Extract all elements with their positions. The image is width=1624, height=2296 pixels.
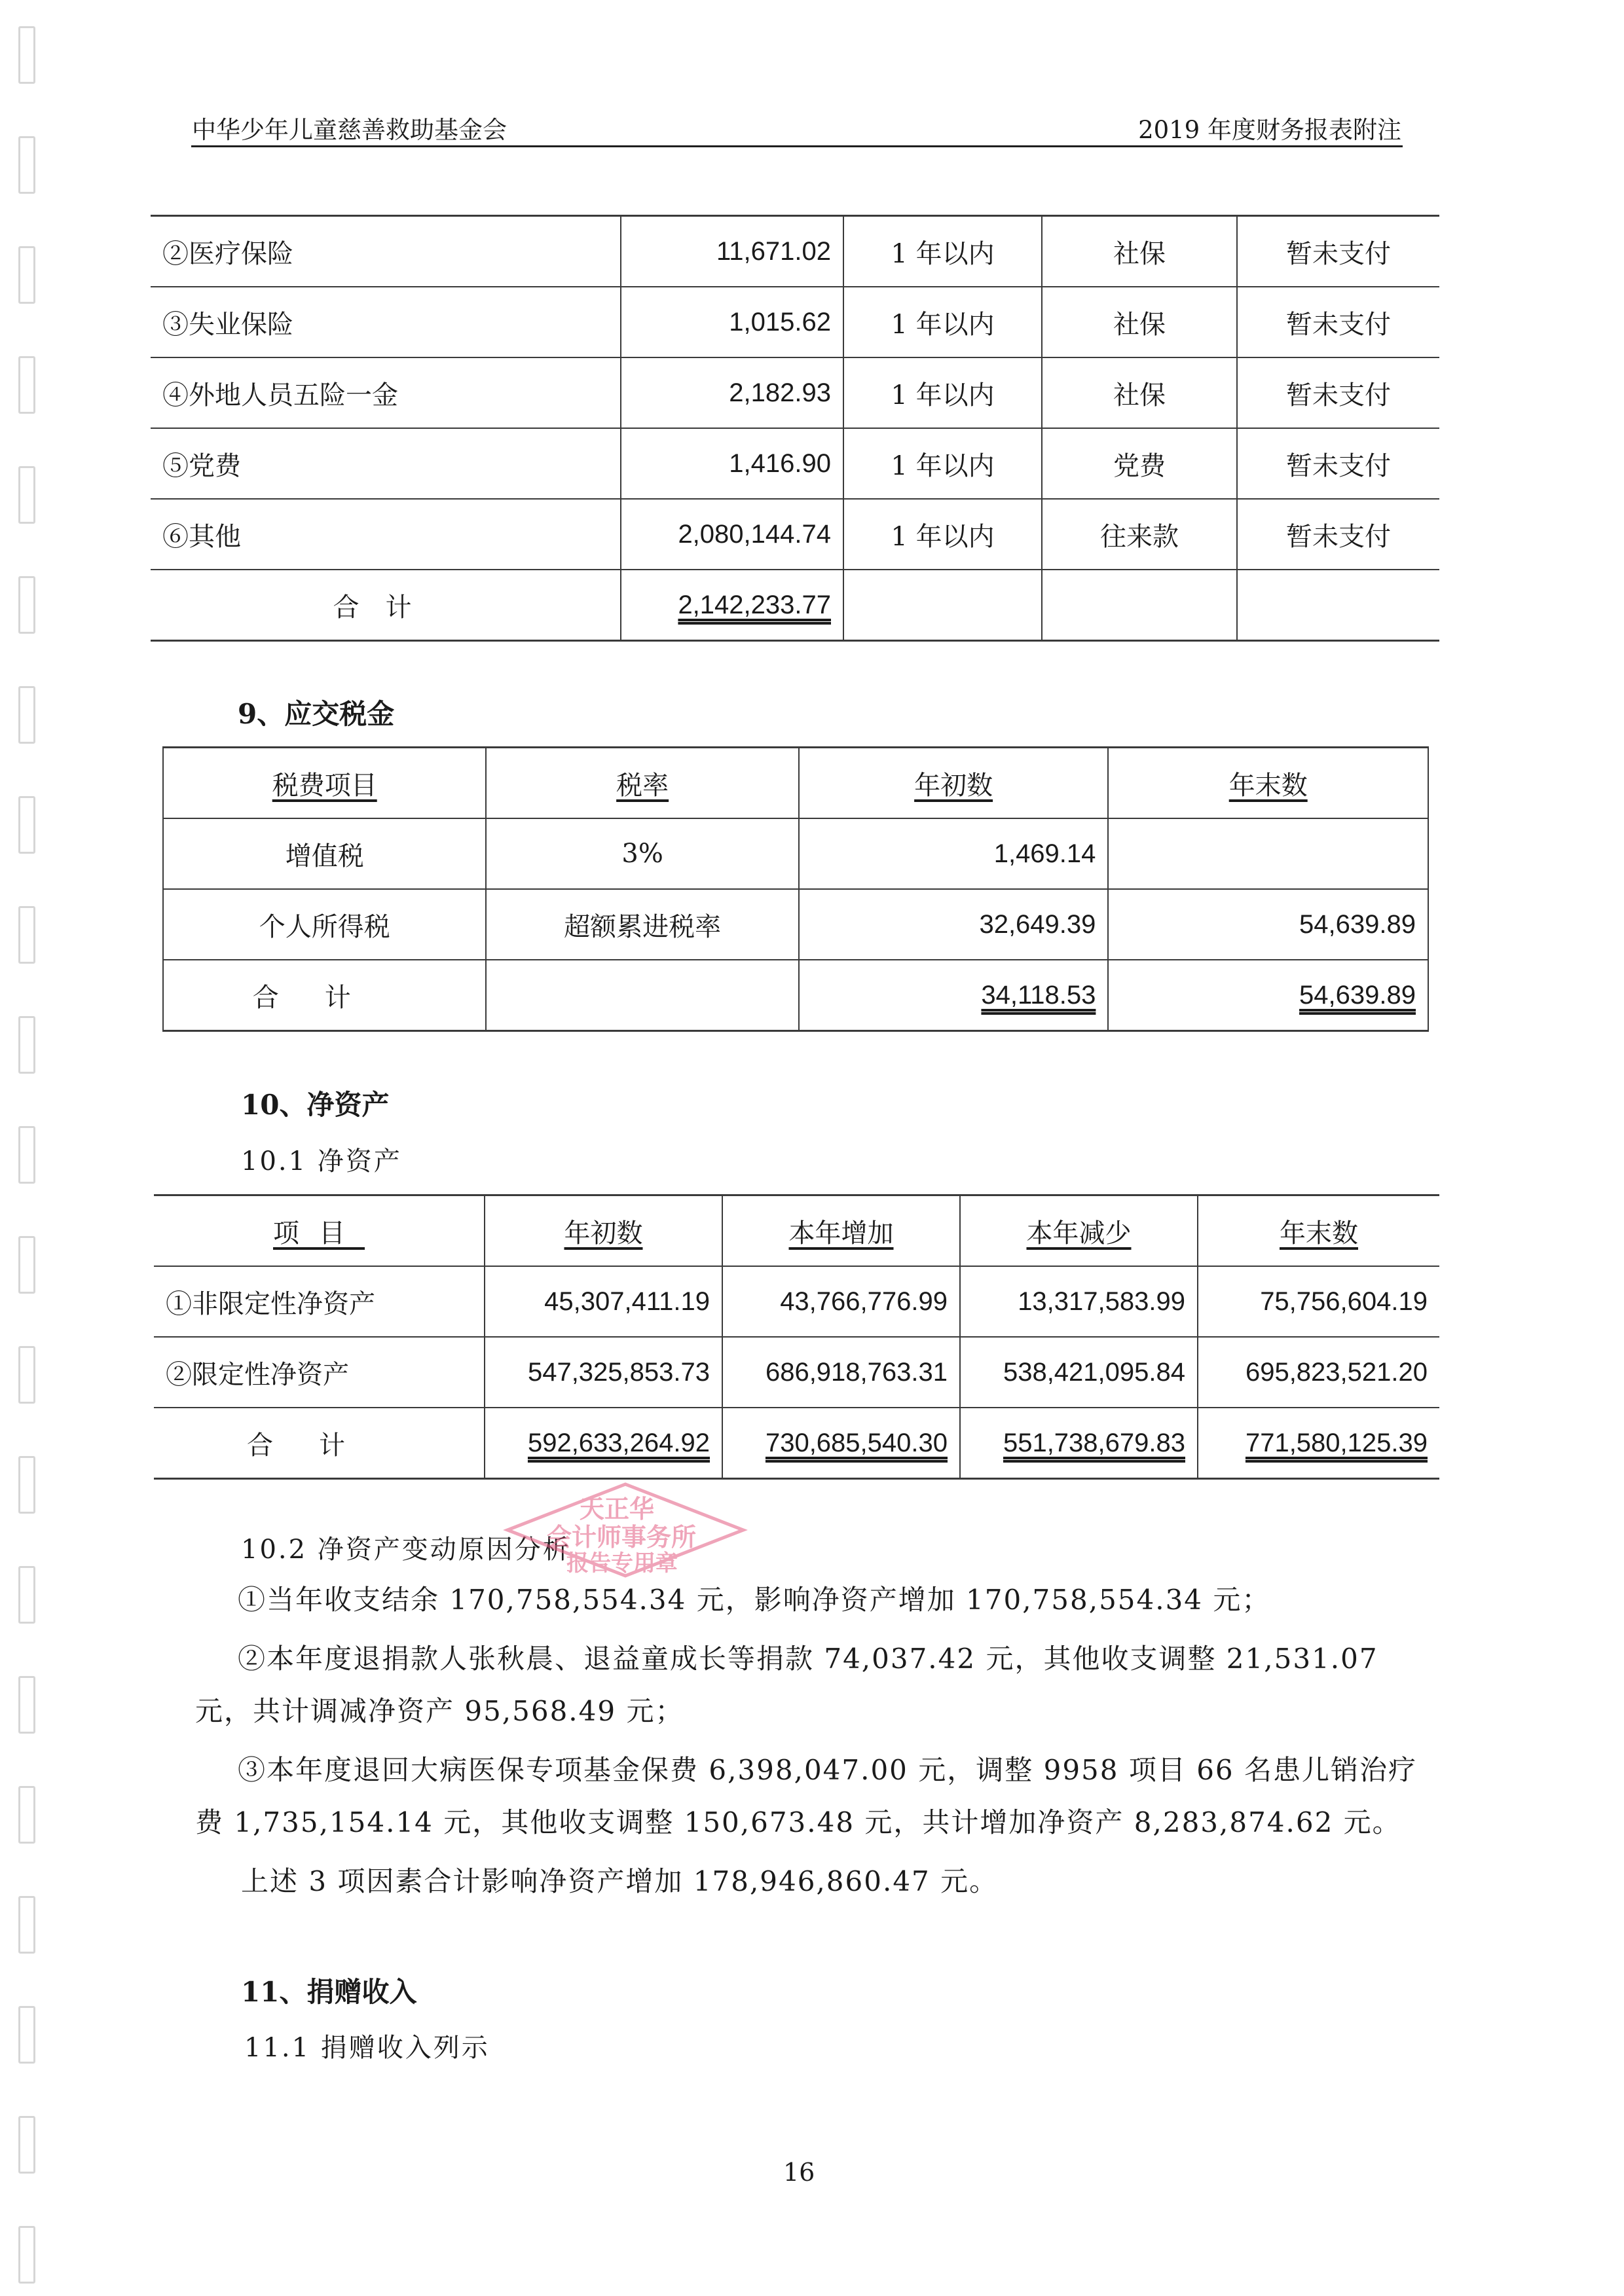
net-assets-table xyxy=(154,1194,1439,1480)
tax-rate: 超额累进税率 xyxy=(486,889,798,960)
col-header: 年末数 xyxy=(1280,1218,1358,1248)
table-row xyxy=(154,1337,1439,1408)
table-row xyxy=(151,428,1439,499)
col-header: 本年减少 xyxy=(1026,1218,1132,1248)
col-header: 年初数 xyxy=(564,1218,643,1248)
page-number: 16 xyxy=(783,2158,815,2187)
section-heading-net-assets: 10、净资产 xyxy=(241,1089,390,1121)
payable-amount: 2,182.93 xyxy=(621,357,843,428)
tax-end: 54,639.89 xyxy=(1108,889,1428,960)
payable-status: 暂未支付 xyxy=(1237,287,1439,357)
auditor-stamp xyxy=(494,1481,756,1579)
tax-end xyxy=(1108,818,1428,889)
section-heading-donation: 11、捐赠收入 xyxy=(241,1976,417,2008)
analysis-item-3-cont: 费 1,735,154.14 元，其他收支调整 150,673.48 元，共计增加净资产 8,283,874.62 元。 xyxy=(195,1806,1401,1838)
tax-begin: 1,469.14 xyxy=(799,818,1109,889)
total-label: 合计 xyxy=(151,570,621,641)
payable-type: 党费 xyxy=(1042,428,1237,499)
total-increase: 730,685,540.30 xyxy=(765,1428,948,1457)
payable-amount: 11,671.02 xyxy=(621,216,843,287)
payable-type: 社保 xyxy=(1042,287,1237,357)
stamp-line1: 天正华 xyxy=(580,1494,655,1523)
header-report-title: 2019 年度财务报表附注 xyxy=(1138,116,1401,144)
asset-item: ②限定性净资产 xyxy=(154,1337,485,1408)
asset-end: 75,756,604.19 xyxy=(1198,1266,1439,1337)
stamp-line2: 会计师事务所 xyxy=(547,1522,697,1552)
payable-term: 1 年以内 xyxy=(843,428,1042,499)
col-header: 本年增加 xyxy=(788,1218,894,1248)
payable-amount: 1,015.62 xyxy=(621,287,843,357)
asset-begin: 547,325,853.73 xyxy=(485,1337,722,1408)
payable-status: 暂未支付 xyxy=(1237,357,1439,428)
table-row xyxy=(151,216,1439,287)
payable-type: 社保 xyxy=(1042,357,1237,428)
tax-item: 个人所得税 xyxy=(163,889,486,960)
payable-status: 暂未支付 xyxy=(1237,428,1439,499)
analysis-item-2: ②本年度退捐款人张秋晨、退益童成长等捐款 74,037.42 元，其他收支调整 21,531.07 xyxy=(238,1643,1378,1675)
payable-amount: 2,080,144.74 xyxy=(621,499,843,570)
payable-item: ⑥其他 xyxy=(151,499,621,570)
payable-term: 1 年以内 xyxy=(843,499,1042,570)
stamp-line3: 报告专用章 xyxy=(566,1550,678,1576)
table-row xyxy=(154,1266,1439,1337)
table-row xyxy=(151,287,1439,357)
asset-item: ①非限定性净资产 xyxy=(154,1266,485,1337)
table-row xyxy=(163,889,1428,960)
col-header: 税率 xyxy=(616,770,669,801)
subheading-donation: 11.1 捐赠收入列示 xyxy=(244,2033,490,2063)
asset-increase: 43,766,776.99 xyxy=(722,1266,960,1337)
payable-term: 1 年以内 xyxy=(843,357,1042,428)
analysis-item-1: ①当年收支结余 170,758,554.34 元，影响净资产增加 170,758,554.34 元； xyxy=(238,1584,1271,1616)
payable-item: ②医疗保险 xyxy=(151,216,621,287)
payable-amount: 1,416.90 xyxy=(621,428,843,499)
section-heading-tax: 9、应交税金 xyxy=(238,698,395,730)
col-header: 年初数 xyxy=(914,770,993,801)
total-amount: 2,142,233.77 xyxy=(678,590,831,619)
asset-end: 695,823,521.20 xyxy=(1198,1337,1439,1408)
payable-item: ③失业保险 xyxy=(151,287,621,357)
total-end: 54,639.89 xyxy=(1299,980,1416,1010)
payable-type: 往来款 xyxy=(1042,499,1237,570)
payable-status: 暂未支付 xyxy=(1237,216,1439,287)
tax-begin: 32,649.39 xyxy=(799,889,1109,960)
table-header-row xyxy=(154,1195,1439,1267)
table-header-row xyxy=(163,748,1428,819)
total-label: 合计 xyxy=(163,960,486,1031)
payable-item: ④外地人员五险一金 xyxy=(151,357,621,428)
binder-holes xyxy=(14,26,37,2278)
total-decrease: 551,738,679.83 xyxy=(1003,1428,1185,1457)
total-begin: 34,118.53 xyxy=(981,980,1096,1010)
asset-decrease: 13,317,583.99 xyxy=(960,1266,1198,1337)
col-header: 项目 xyxy=(273,1218,365,1248)
payable-term: 1 年以内 xyxy=(843,216,1042,287)
analysis-item-3: ③本年度退回大病医保专项基金保费 6,398,047.00 元，调整 9958 项目 66 名患儿销治疗 xyxy=(238,1754,1417,1786)
subheading-net-assets: 10.1 净资产 xyxy=(241,1146,402,1176)
total-label: 合计 xyxy=(154,1408,485,1479)
payable-item: ⑤党费 xyxy=(151,428,621,499)
table-total-row xyxy=(163,960,1428,1031)
table-total-row xyxy=(151,570,1439,641)
table-row xyxy=(163,818,1428,889)
total-begin: 592,633,264.92 xyxy=(527,1428,710,1457)
table-row xyxy=(151,357,1439,428)
payable-status: 暂未支付 xyxy=(1237,499,1439,570)
asset-begin: 45,307,411.19 xyxy=(485,1266,722,1337)
col-header: 年末数 xyxy=(1228,770,1308,801)
asset-decrease: 538,421,095.84 xyxy=(960,1337,1198,1408)
analysis-item-2-cont: 元，共计调减净资产 95,568.49 元； xyxy=(195,1695,684,1727)
header-org: 中华少年儿童慈善救助基金会 xyxy=(192,116,507,144)
subheading-analysis: 10.2 净资产变动原因分析 xyxy=(241,1535,571,1565)
table-row xyxy=(151,499,1439,570)
tax-rate: 3% xyxy=(486,818,798,889)
col-header: 税费项目 xyxy=(272,770,377,801)
payable-term: 1 年以内 xyxy=(843,287,1042,357)
payable-type: 社保 xyxy=(1042,216,1237,287)
header-rule xyxy=(191,145,1403,147)
tax-table xyxy=(162,746,1429,1032)
asset-increase: 686,918,763.31 xyxy=(722,1337,960,1408)
table-total-row xyxy=(154,1408,1439,1479)
analysis-summary: 上述 3 项因素合计影响净资产增加 178,946,860.47 元。 xyxy=(241,1865,999,1897)
payables-table xyxy=(151,215,1439,642)
tax-item: 增值税 xyxy=(163,818,486,889)
total-end: 771,580,125.39 xyxy=(1245,1428,1428,1457)
